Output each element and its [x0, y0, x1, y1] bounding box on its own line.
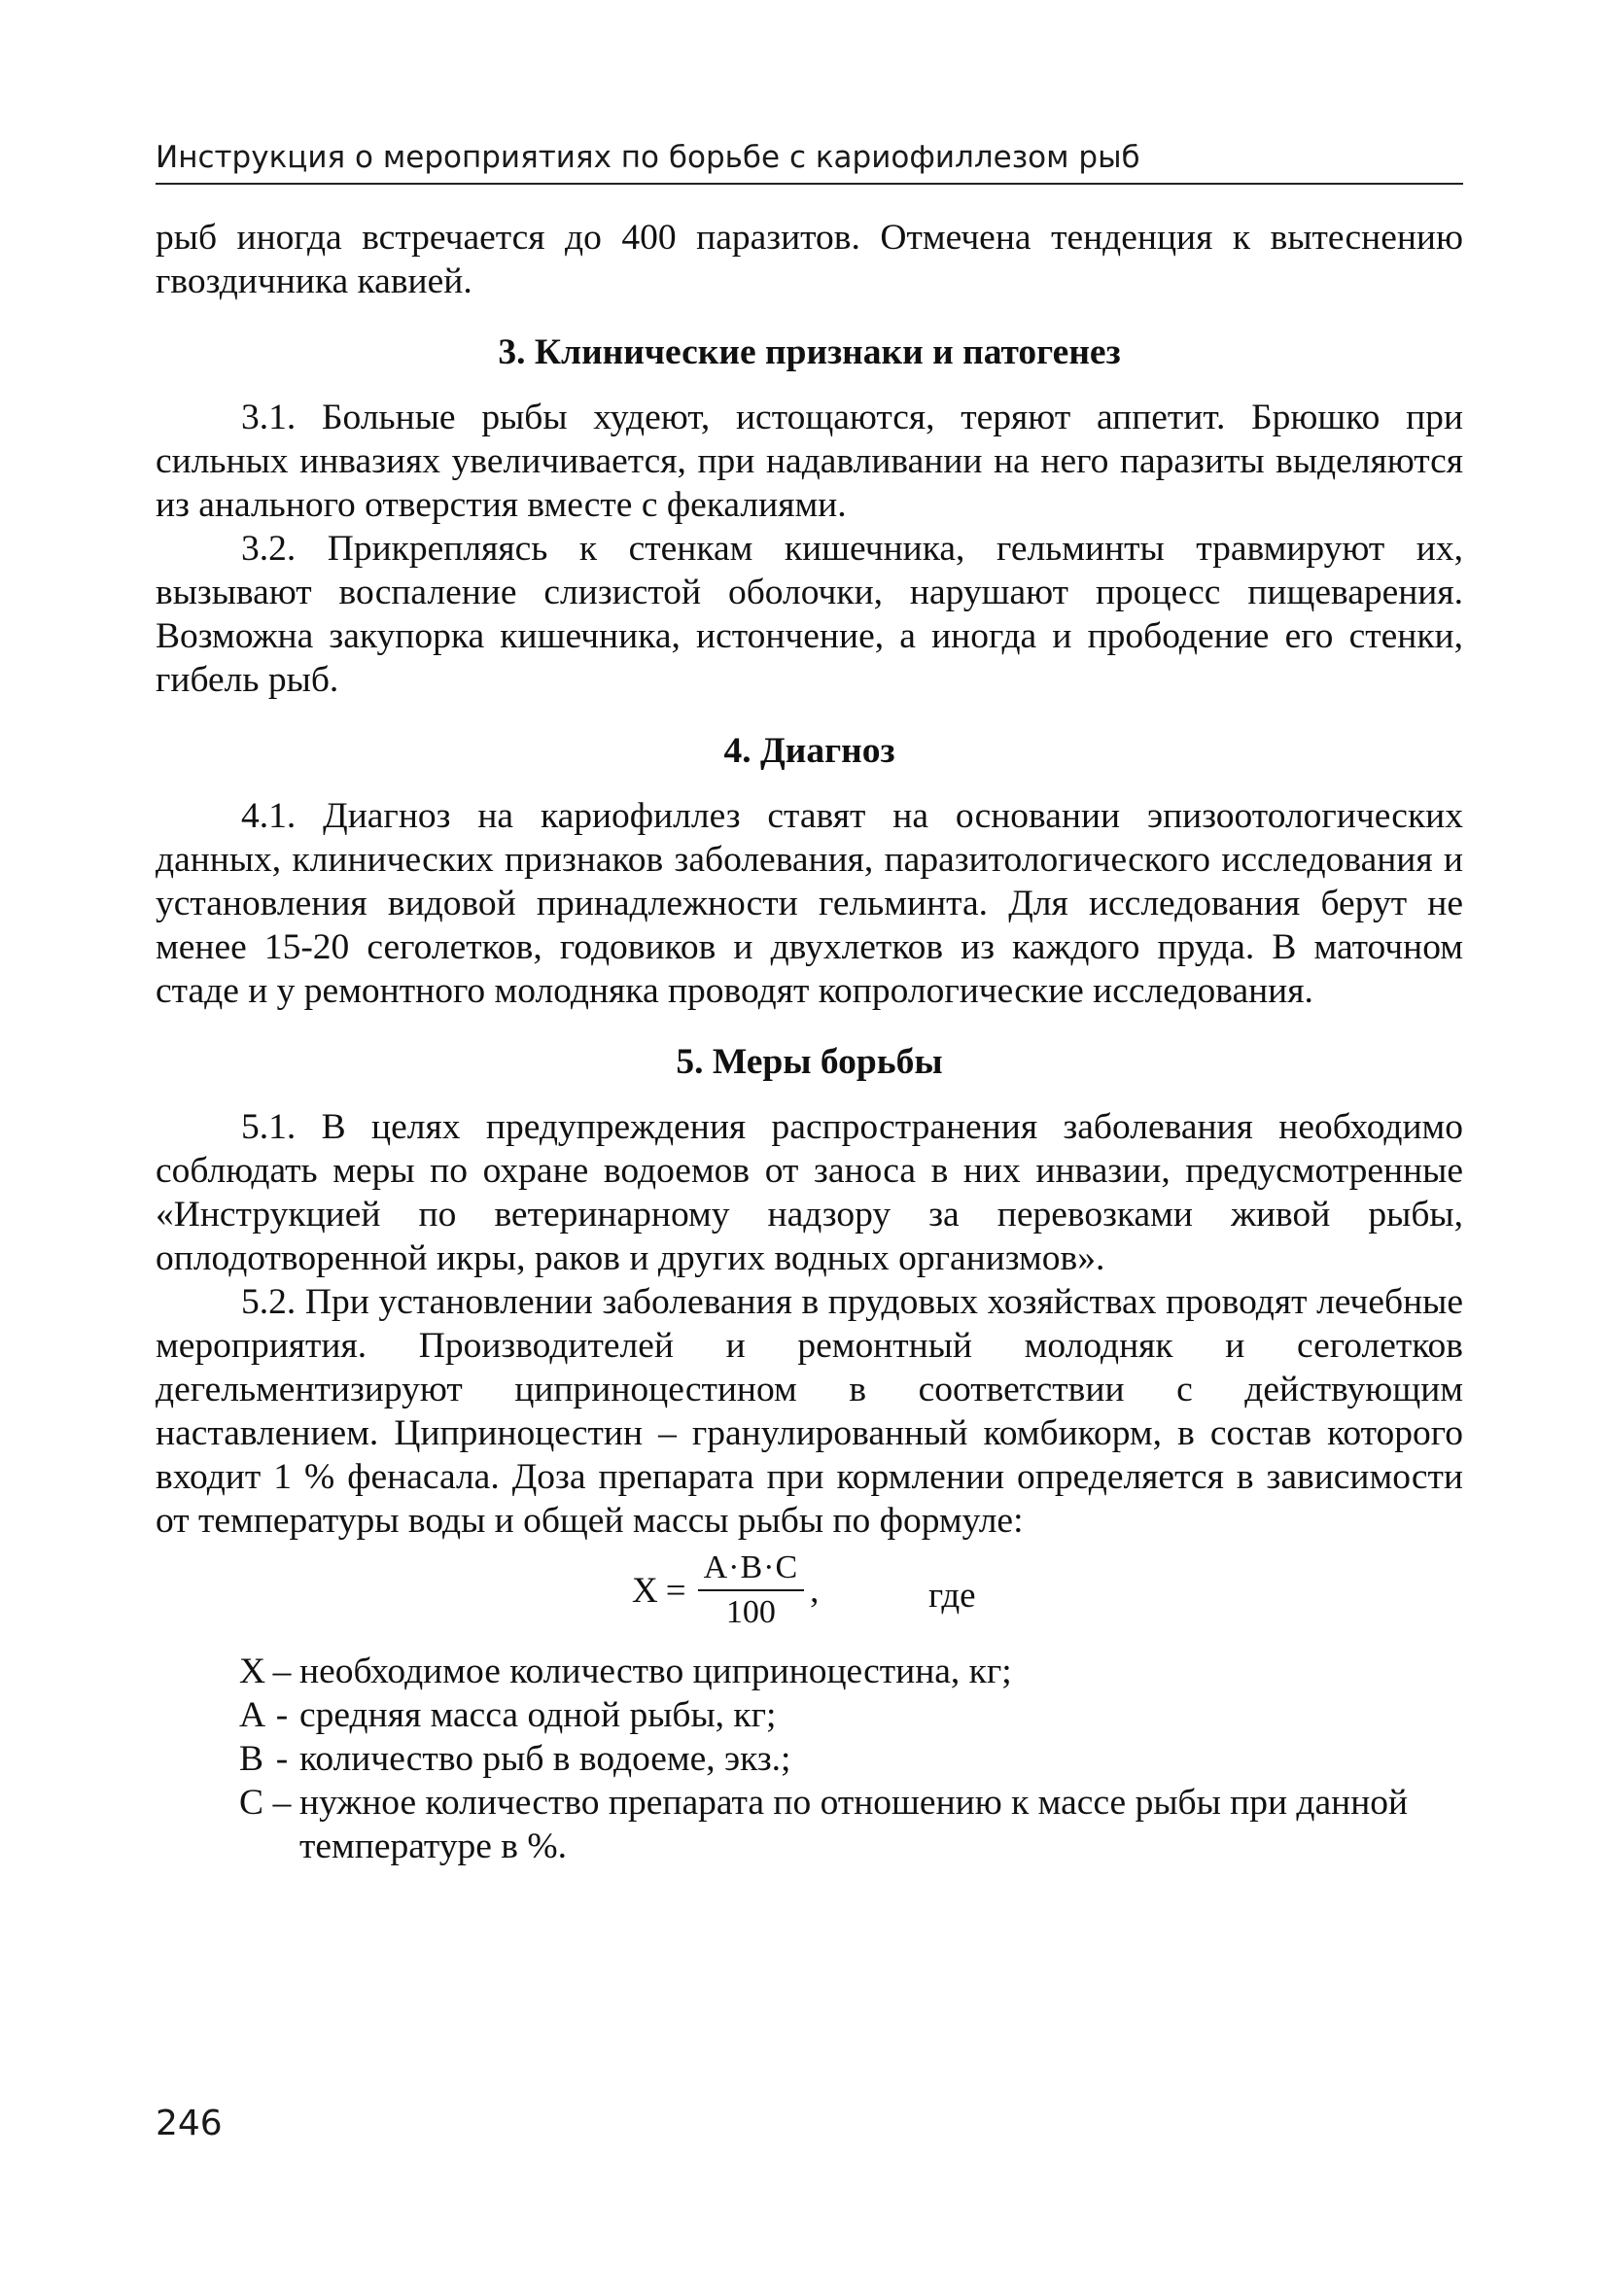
paragraph-3-2: 3.2. Прикрепляясь к стенкам кишечника, гельминты травмируют их, вызывают воспаление слизистой оболочки, нарушают процесс пищеварения. Возможна закупорка кишечника, истончение, а иногда и прободение его стенки, гибель рыб.	[156, 529, 1463, 700]
paragraph-5-1: 5.1. В целях предупреждения распространения заболевания необходимо соблюдать меры по охране водоемов от заноса в них инвазии, предусмотренные «Инструкцией по ветеринарному надзору за перевозками живой рыбы, оплодотворенной икры, раков и других водных организмов».	[156, 1107, 1463, 1278]
paragraph-4-1: 4.1. Диагноз на кариофиллез ставят на основании эпизоотологических данных, клинических признаков заболевания, паразитологического исследования и установления видовой принадлежности гельминта. Для исследования берут не менее 15-20 сеголетков, годовиков и двухлетков из каждого пруда. В маточном стаде и у ремонтного молодняка проводят копрологические исследования.	[156, 796, 1463, 1011]
formula-comma: ,	[810, 1570, 820, 1611]
definition-dash: –	[272, 1652, 292, 1691]
formula-equals: =	[665, 1570, 686, 1611]
definition-symbol: X	[239, 1652, 266, 1691]
definition-text: средняя масса одной рыбы, кг;	[299, 1695, 777, 1735]
section-4-heading: 4. Диагноз	[723, 731, 895, 771]
intro-paragraph: рыб иногда встречается до 400 паразитов. Отмечена тенденция к вытеснению гвоздичника кавией.	[156, 218, 1463, 301]
definition-text: количество рыб в водоеме, экз.;	[299, 1739, 791, 1779]
formula-fraction	[698, 1548, 805, 1632]
definition-symbol: B	[239, 1739, 264, 1779]
document-page	[156, 136, 1463, 1868]
paragraph-5-2: 5.2. При установлении заболевания в прудовых хозяйствах проводят лечебные мероприятия. Производителей и ремонтный молодняк и сеголетков дегельментизируют циприноцестином в соответствии с действующим наставлением. Циприноцестин – гранулированный комбикорм, в состав которого входит 1 % фенасала. Доза препарата при кормлении определяется в зависимости от температуры воды и общей массы рыбы по формуле:	[156, 1282, 1463, 1541]
document-body	[156, 216, 1463, 1868]
definition-text: необходимое количество циприноцестина, кг;	[299, 1652, 1012, 1691]
dosage-formula	[156, 1548, 1463, 1646]
definition-symbol: A	[239, 1695, 266, 1735]
definition-dash: -	[275, 1739, 289, 1779]
formula-lhs: X	[632, 1570, 658, 1611]
definition-item	[239, 1693, 1463, 1737]
definition-dash: –	[272, 1783, 292, 1823]
definition-item	[239, 1737, 1463, 1781]
paragraph-3-1: 3.1. Больные рыбы худеют, истощаются, теряют аппетит. Брюшко при сильных инвазиях увеличивается, при надавливании на него паразиты выделяются из анального отверстия вместе с фекалиями.	[156, 398, 1463, 525]
formula-expression	[632, 1548, 819, 1632]
formula-where-label: где	[928, 1576, 976, 1616]
running-header: Инструкция о мероприятиях по борьбе с кариофиллезом рыб	[156, 136, 1463, 185]
definition-text: нужное количество препарата по отношению к массе рыбы при данной температуре в %.	[299, 1783, 1409, 1866]
formula-denominator: 100	[725, 1594, 776, 1630]
definition-item	[239, 1781, 1463, 1868]
section-5-heading: 5. Меры борьбы	[676, 1042, 943, 1082]
page-number: 246	[156, 2104, 223, 2143]
definition-item	[239, 1650, 1463, 1693]
definition-dash: -	[275, 1695, 289, 1735]
formula-numerator: A·B·C	[698, 1548, 805, 1591]
formula-definitions	[239, 1650, 1463, 1868]
section-3-heading: 3. Клинические признаки и патогенез	[498, 332, 1121, 372]
definition-symbol: C	[239, 1783, 264, 1823]
